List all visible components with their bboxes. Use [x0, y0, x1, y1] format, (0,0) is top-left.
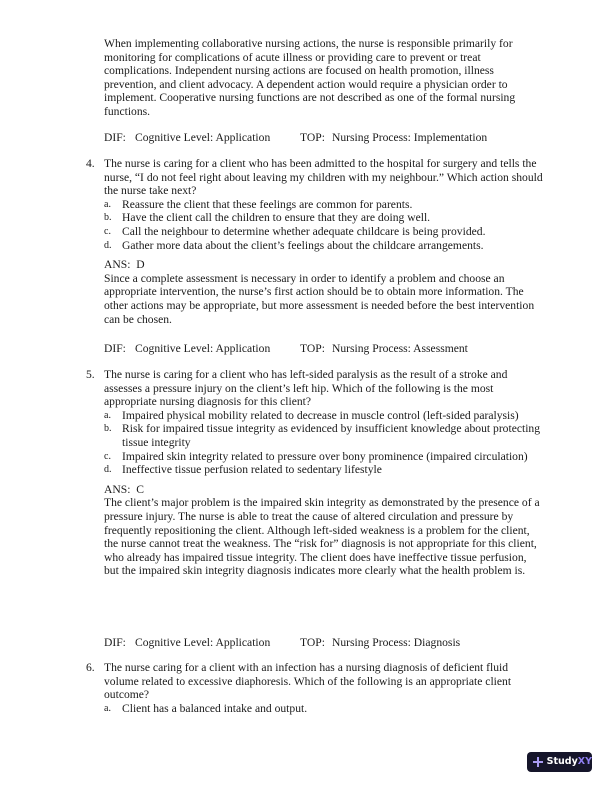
answer-key: ANS: C [104, 482, 144, 496]
question-number: 4. [86, 157, 95, 170]
option-text: Have the client call the children to ensure that they are doing well. [122, 211, 431, 225]
question-5 [86, 368, 546, 578]
rationale: Since a complete assessment is necessary in order to identify a problem and choose an appropriate intervention, the nurse’s first action should be to obtain more information. The other actions may be appropriate, but more assessment is needed before the best intervention can be chosen. [104, 271, 535, 326]
rationale-q3: When implementing collaborative nursing actions, the nurse is responsible primarily for monitoring for complications of acute illness or providing care to prevent or treat complications. Independent nursing actions are focused on health promotion, illness prevention, and client advocacy. A dependent action would require a physician order to implement. Cooperative nursing functions are not described as one of the formal nursing functions. [104, 37, 516, 118]
option-letter: a. [104, 702, 111, 714]
option-a [104, 198, 542, 212]
dif-label: DIF: [104, 131, 126, 144]
option-d [104, 463, 542, 477]
question-stem: The nurse is caring for a client who has been admitted to the hospital for surgery and tells the nurse, “I do not feel right about leaving my children with my neighbour.” Which action should the nurse take next? [104, 157, 543, 198]
question-stem: The nurse caring for a client with an infection has a nursing diagnosis of deficient fluid volume related to excessive diaphoresis. Which of the following is an appropriate client outcome? [104, 661, 512, 702]
option-letter: c. [104, 450, 111, 462]
dif-label: DIF: [104, 636, 126, 649]
option-b [104, 422, 542, 449]
brand-part-xy: XY [577, 756, 592, 767]
brand-name [547, 757, 592, 767]
top-label: TOP: [300, 636, 325, 649]
question-number: 5. [86, 368, 95, 381]
option-letter: a. [104, 198, 111, 210]
option-letter: c. [104, 225, 111, 237]
option-text: Ineffective tissue perfusion related to sedentary lifestyle [122, 463, 382, 477]
question-6 [86, 661, 546, 715]
rationale: The client’s major problem is the impaired skin integrity as demonstrated by the presence of a pressure injury. The nurse is able to treat the cause of altered circulation and pressure by frequently repositioning the client. Although left-sided weakness is a problem for the client, the nurse cannot treat the weakness. The “risk for” diagnosis is not appropriate for this client, who already has impaired tissue integrity. The client does have ineffective tissue perfusion, but the impaired skin integrity diagnosis indicates more clearly what the health problem is. [104, 496, 540, 578]
dif-value: Cognitive Level: Application [135, 342, 271, 355]
question-stem: The nurse is caring for a client who has left-sided paralysis as the result of a stroke and assesses a pressure injury on the client’s left hip. Which of the following is the most appropriate nursing diagnosis for this client? [104, 368, 508, 409]
option-letter: a. [104, 409, 111, 421]
top-value: Nursing Process: Implementation [332, 131, 488, 144]
option-text: Risk for impaired tissue integrity as evidenced by insufficient knowledge about protecting tissue integrity [122, 422, 541, 449]
dif-value: Cognitive Level: Application [135, 131, 271, 144]
option-d [104, 239, 542, 253]
option-letter: b. [104, 212, 112, 224]
top-label: TOP: [300, 342, 325, 355]
plus-icon [533, 757, 543, 767]
dif-label: DIF: [104, 342, 126, 355]
meta-q3 [104, 131, 544, 145]
brand-part-study: Study [546, 756, 578, 767]
question-4 [86, 157, 546, 326]
option-text: Impaired physical mobility related to decrease in muscle control (left-sided paralysis) [122, 408, 519, 422]
option-letter: d. [104, 239, 112, 251]
option-c [104, 225, 542, 239]
meta-q5 [104, 636, 544, 650]
top-label: TOP: [300, 131, 325, 144]
option-text: Client has a balanced intake and output. [122, 701, 308, 715]
option-letter: b. [104, 423, 112, 435]
studyxy-badge[interactable] [527, 752, 592, 772]
option-a [104, 702, 542, 716]
meta-q4 [104, 342, 544, 356]
option-c [104, 450, 542, 464]
answer-key: ANS: D [104, 258, 145, 272]
option-text: Reassure the client that these feelings are common for parents. [122, 197, 413, 211]
option-a [104, 409, 542, 423]
question-number: 6. [86, 661, 95, 674]
top-value: Nursing Process: Diagnosis [332, 636, 461, 649]
option-text: Impaired skin integrity related to pressure over bony prominence (impaired circulation) [122, 449, 528, 463]
top-value: Nursing Process: Assessment [332, 342, 468, 355]
option-b [104, 211, 542, 225]
option-letter: d. [104, 464, 112, 476]
dif-value: Cognitive Level: Application [135, 636, 271, 649]
option-text: Gather more data about the client’s feelings about the childcare arrangements. [122, 238, 484, 252]
option-text: Call the neighbour to determine whether adequate childcare is being provided. [122, 224, 486, 238]
